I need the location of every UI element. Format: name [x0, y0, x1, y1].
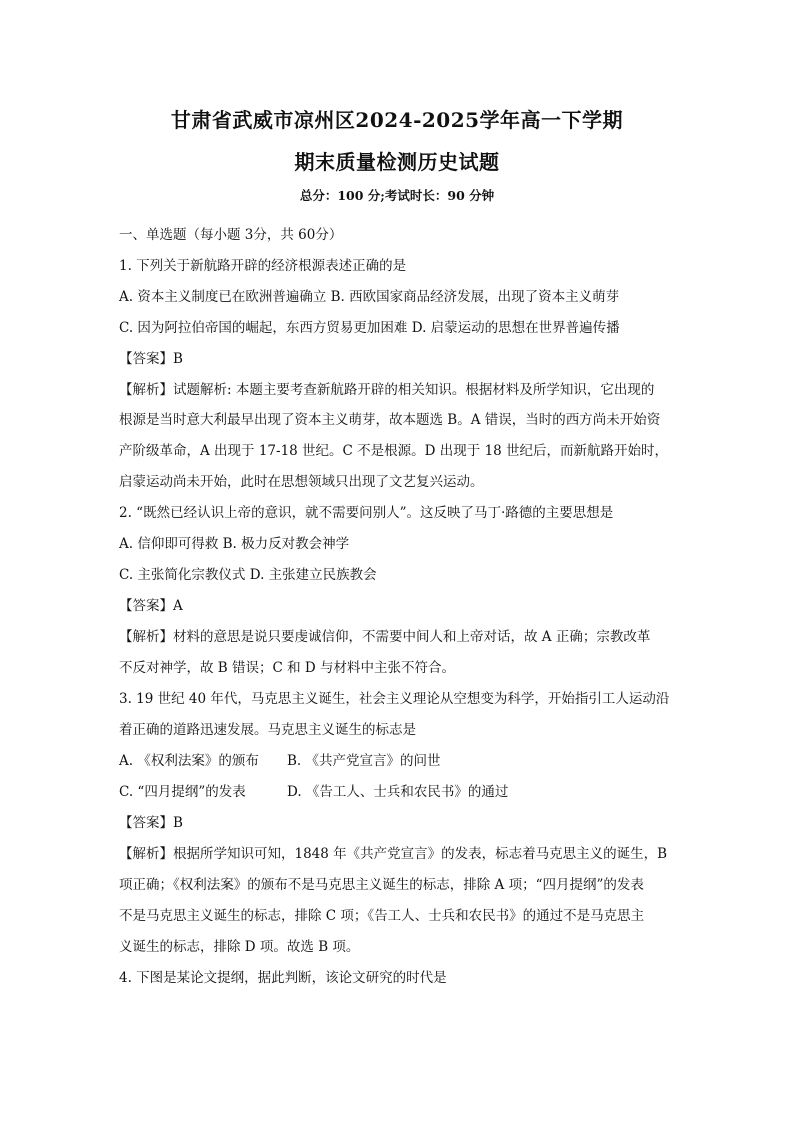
- q3-answer: 【答案】B: [119, 815, 183, 831]
- q2-options-line2: C. 主张简化宗教仪式 D. 主张建立民族教会: [119, 567, 377, 583]
- q2-stem: 2. “既然已经认识上帝的意识，就不需要问别人”。这反映了马丁·路德的主要思想是: [119, 505, 614, 521]
- q1-options-line1: A. 资本主义制度已在欧洲普遍确立 B. 西欧国家商品经济发展，出现了资本主义萌芽: [119, 289, 620, 305]
- q1-analysis-line: 启蒙运动尚未开始，此时在思想领域只出现了文艺复兴运动。: [119, 474, 484, 490]
- q1-analysis-line: 【解析】试题解析: 本题主要考查新航路开辟的相关知识。根据材料及所学知识，它出现的: [119, 382, 655, 398]
- q3-option-d: D. 《告工人、士兵和农民书》的通过: [287, 784, 509, 800]
- exam-meta: 总分：100 分;考试时长：90 分钟: [299, 188, 495, 203]
- q1-options-line2: C. 因为阿拉伯帝国的崛起，东西方贸易更加困难 D. 启蒙运动的思想在世界普遍传播: [119, 320, 620, 336]
- q2-answer: 【答案】A: [119, 598, 183, 614]
- q3-option-c: C. “四月提纲”的发表: [119, 784, 246, 800]
- document-title-line1: 甘肃省武威市凉州区2024-2025学年高一下学期: [170, 108, 624, 132]
- q2-analysis-line: 【解析】材料的意思是说只要虔诚信仰，不需要中间人和上帝对话，故 A 正确；宗教改革: [119, 629, 651, 645]
- q2-options-line1: A. 信仰即可得救 B. 极力反对教会神学: [119, 536, 350, 552]
- section-heading: 一、单选题（每小题 3分，共 60分）: [119, 227, 343, 243]
- q1-analysis-line: 产阶级革命，A 出现于 17-18 世纪。C 不是根源。D 出现于 18 世纪后，而新航路开始时，: [119, 443, 669, 459]
- q1-answer: 【答案】B: [119, 351, 183, 367]
- q3-option-b: B. 《共产党宣言》的问世: [287, 753, 441, 769]
- q3-analysis-line: 义诞生的标志，排除 D 项。故选 B 项。: [119, 939, 360, 955]
- q3-stem-line1: 3. 19 世纪 40 年代，马克思主义诞生，社会主义理论从空想变为科学，开始指引工人运动沿: [119, 691, 670, 707]
- q3-analysis-line: 【解析】根据所学知识可知，1848 年《共产党宣言》的发表，标志着马克思主义的诞生，B: [119, 846, 668, 862]
- q1-analysis-line: 根源是当时意大利最早出现了资本主义萌芽，故本题选 B。A 错误，当时的西方尚未开始资: [119, 412, 661, 428]
- q1-stem: 1. 下列关于新航路开辟的经济根源表述正确的是: [119, 258, 407, 274]
- q3-analysis-line: 不是马克思主义诞生的标志，排除 C 项；《告工人、士兵和农民书》的通过不是马克思主: [119, 908, 645, 924]
- document-title-line2: 期末质量检测历史试题: [294, 150, 500, 174]
- q3-analysis-line: 项正确；《权利法案》的颁布不是马克思主义诞生的标志，排除 A 项；“四月提纲”的发表: [119, 877, 644, 893]
- q2-analysis-line: 不反对神学，故 B 错误；C 和 D 与材料中主张不符合。: [119, 660, 456, 676]
- q4-stem: 4. 下图是某论文提纲，据此判断，该论文研究的时代是: [119, 970, 447, 986]
- q3-option-a: A. 《权利法案》的颁布: [119, 753, 259, 769]
- q3-stem-line2: 着正确的道路迅速发展。马克思主义诞生的标志是: [119, 722, 416, 738]
